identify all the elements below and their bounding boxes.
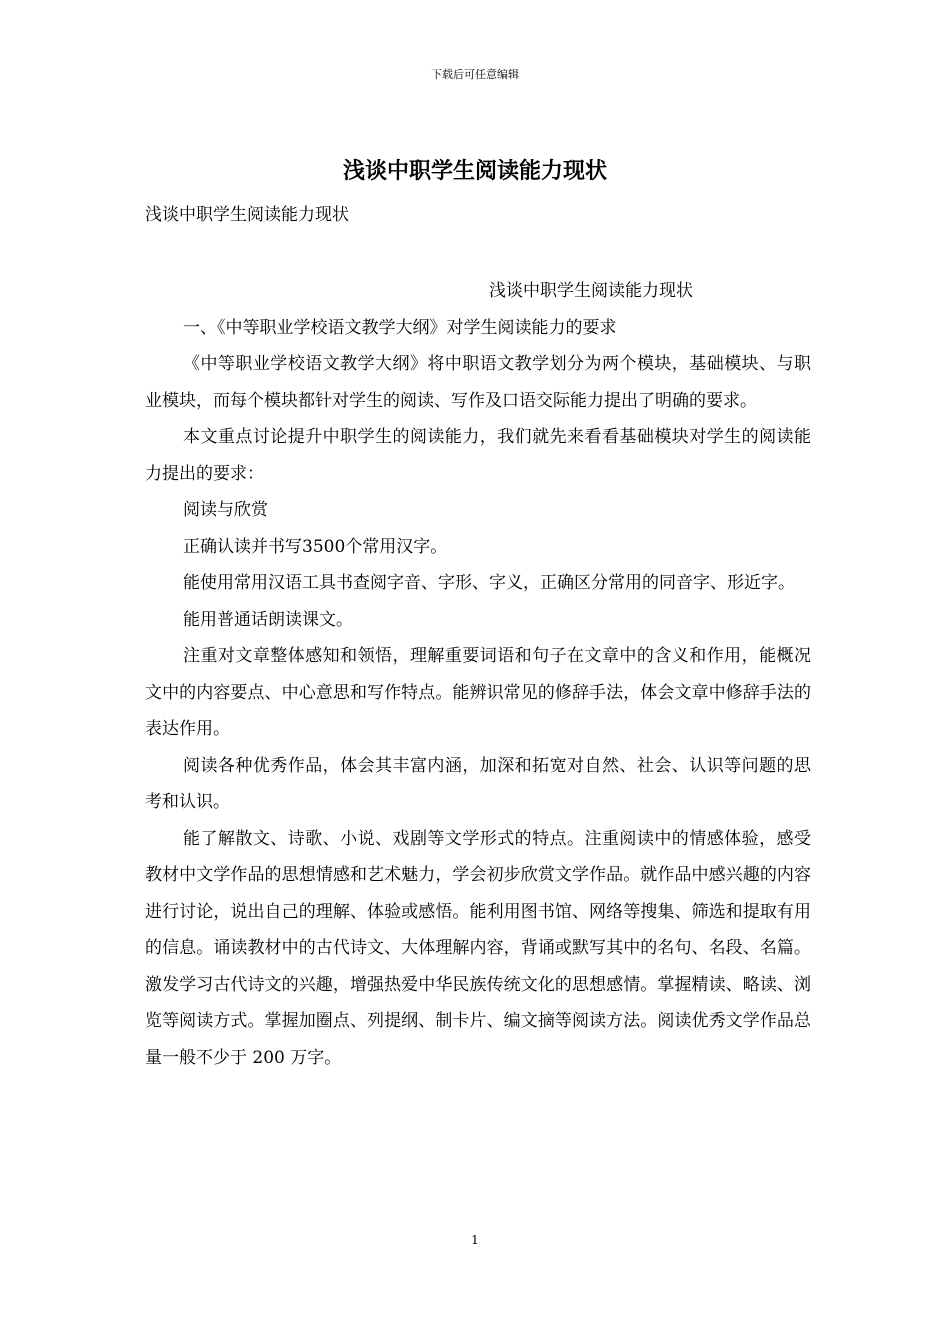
requirement-item: 正确认读并书写3500个常用汉字。	[183, 536, 448, 557]
requirement-item: 能了解散文、诗歌、小说、戏剧等文学形式的特点。注重阅读中的情感体验，感受教材中文学作品的思想情感和艺术魅力，学会初步欣赏文学作品。就作品中感兴趣的内容进行讨论，说出自己的理解、体验或感悟。能利用图书馆、网络等搜集、筛选和提取有用的信息。诵读教材中的古代诗文、大体理解内容，背诵或默写其中的名句、名段、名篇。激发学习古代诗文的兴趣，增强热爱中华民族传统文化的思想感情。掌握精读、略读、浏览等阅读方式。掌握加圈点、列提纲、制卡片、编文摘等阅读方法。阅读优秀文学作品总量一般不少于 200 万字。	[145, 828, 811, 1068]
body-paragraph: 本文重点讨论提升中职学生的阅读能力，我们就先来看看基础模块对学生的阅读能力提出的要求：	[145, 427, 811, 484]
requirement-item: 阅读各种优秀作品，体会其丰富内涵，加深和拓宽对自然、社会、认识等问题的思考和认识。	[145, 755, 811, 812]
document-subtitle: 浅谈中职学生阅读能力现状	[145, 205, 349, 225]
requirement-item: 注重对文章整体感知和领悟，理解重要词语和句子在文章中的含义和作用，能概况文中的内容要点、中心意思和写作特点。能辨识常见的修辞手法，体会文章中修辞手法的表达作用。	[145, 646, 811, 739]
header-note: 下载后可任意编辑	[431, 68, 519, 81]
section-title-requirements: 一、《中等职业学校语文教学大纲》对学生阅读能力的要求	[183, 317, 617, 338]
page-number: 1	[471, 1233, 479, 1247]
document-body	[145, 273, 811, 1076]
body-paragraph: 《中等职业学校语文教学大纲》将中职语文教学划分为两个模块，基础模块、与职业模块，而每个模块都针对学生的阅读、写作及口语交际能力提出了明确的要求。	[145, 354, 811, 411]
section-heading: 浅谈中职学生阅读能力现状	[489, 281, 693, 301]
subsection-title: 阅读与欣赏	[183, 500, 268, 520]
requirement-item: 能使用常用汉语工具书查阅字音、字形、字义，正确区分常用的同音字、形近字。	[183, 573, 795, 593]
document-title: 浅谈中职学生阅读能力现状	[342, 158, 607, 184]
requirement-item: 能用普通话朗读课文。	[183, 609, 353, 630]
